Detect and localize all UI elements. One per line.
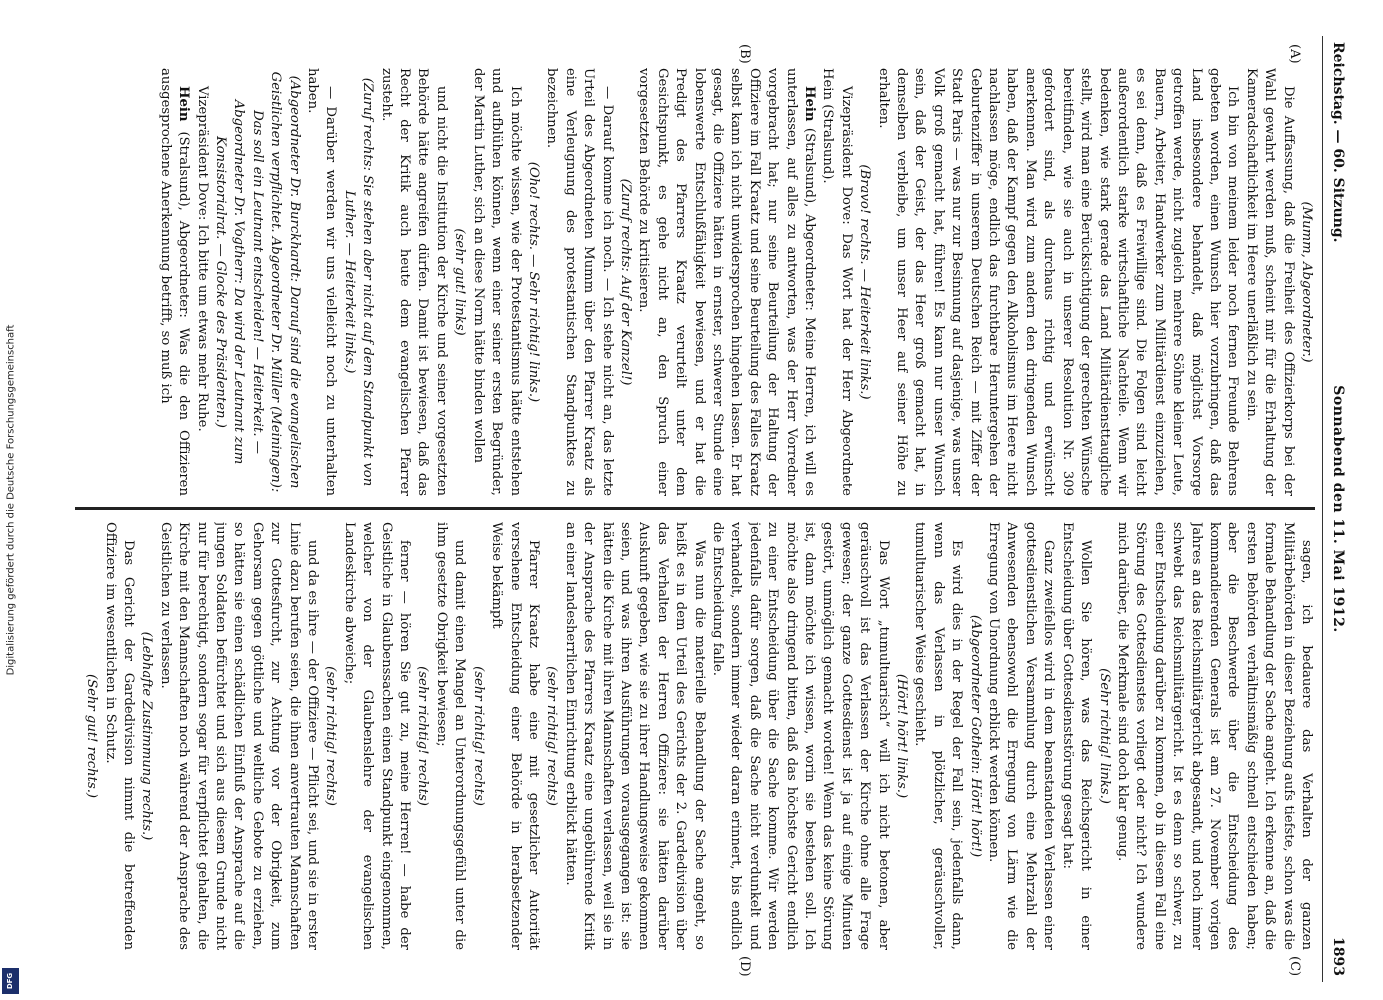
paragraph-text: und damit einen Mangel an Unterordnungsgefühl unter die ihm gesetzte Obrigkeit bewiesen; bbox=[433, 522, 468, 950]
margin-marker-b: (B) bbox=[737, 44, 752, 64]
interjection-note bbox=[339, 68, 376, 496]
text-paragraph bbox=[1241, 68, 1296, 496]
text-paragraph bbox=[487, 522, 542, 950]
paragraph-text: Vizepräsident Dove: Ich bitte um etwas mehr Ruhe. bbox=[194, 86, 210, 432]
paragraph-text: Das Gericht der Gardedivision nimmt die betreffenden Offiziere im wesentlichen in Schutz. bbox=[102, 522, 136, 950]
page-number: 1893 bbox=[1330, 937, 1346, 976]
paragraph-text: — Darauf komme ich noch. — Ich stehe nicht an, das letzte Urteil des Abgeordneten Mumm über den Pfarrer Kraatz als eine Verleugnung des protestantischen Standpunktes zu bezeichnen. bbox=[544, 68, 615, 496]
header-date: Sonnabend den 11. Mai 1912. bbox=[1330, 385, 1346, 633]
paragraph-text: Was nun die materielle Behandlung der Sache angeht, so heißt es in dem Urteil des Gerichts der 2. Gardedivision über das Verhalten der Herren Offiziere: sie hätten darüber Auskunft gegeben, wie sie zu ihrer Handlungsweise gekommen seien, und was ihren Ausführungen vorausgegangen ist: sie hätten die Kirche mit ihren Mannschaften verlassen, weil sie in der Ansprache des Pfarrers Kraatz eine ungebührende Kritik an einer landesherrlichen Einrichtung erblickt hätten. bbox=[562, 522, 707, 950]
page-header bbox=[1322, 36, 1353, 982]
interjection-note bbox=[524, 68, 542, 496]
interjection-note bbox=[450, 68, 468, 496]
funding-notice-text: Digitalisierung gefördert durch die Deutsche Forschungsgemeinschaft bbox=[5, 324, 17, 676]
text-column-left bbox=[75, 68, 1315, 496]
column-divider bbox=[75, 507, 1315, 510]
interjection-note bbox=[413, 522, 431, 950]
interjection-note bbox=[211, 68, 303, 496]
paragraph-text: (sehr richtig! rechts) bbox=[323, 666, 339, 806]
paragraph-text: (Lebhafte Zustimmung rechts.) bbox=[139, 631, 155, 841]
paragraph-text: Ich möchte wissen, wie der Protestantismus hätte entstehen und aufblühen können, wenn einer seiner ersten Begründer, der Martin Luther, sich an diese Norm hätte binden wollen bbox=[470, 68, 523, 496]
document-page bbox=[58, 36, 1353, 982]
interjection-note bbox=[965, 522, 983, 950]
paragraph-text: (Zuruf rechts: Auf der Kanzel!) bbox=[617, 178, 633, 386]
interjection-note bbox=[468, 522, 486, 950]
paragraph-text: (Abgeordneter Gothein: Hört! hört!) bbox=[967, 614, 983, 858]
interjection-note bbox=[892, 522, 910, 950]
paragraph-text: (Oho! rechts. — Sehr richtig! links.) bbox=[525, 161, 541, 403]
text-paragraph bbox=[634, 68, 818, 496]
paragraph-text: Das Wort „tumultuarisch“ will ich nicht betonen, aber geräuschvoll ist das Verlassen der Kirche ohne alle Frage gewesen; der ganze Gottesdienst ist ja auf einige Minuten gestört, unmöglich gemacht worden! Wenn das keine Störung ist, dann möchte ich wissen, worin sie bestehen soll. Ich möchte also dringend bitten, daß das höchste Gericht endlich zu einer Entscheidung über die Sache komme. Wir werden jedenfalls dafür sorgen, daß die Sache nicht verdunkelt und verhandelt, sondern immer wieder daran erinnert, bis endlich die Entscheidung falle. bbox=[710, 522, 891, 950]
text-paragraph bbox=[100, 522, 137, 950]
paragraph-text: (Sehr gut! rechts.) bbox=[84, 673, 100, 799]
text-paragraph bbox=[376, 68, 450, 496]
text-paragraph bbox=[873, 68, 1241, 496]
paragraph-text: (sehr richtig! rechts) bbox=[470, 666, 486, 806]
text-paragraph bbox=[542, 68, 616, 496]
margin-marker-c: (C) bbox=[1287, 956, 1302, 977]
paragraph-text: (Stralsund), Abgeordneter: Meine Herren, ich will es unterlassen, auf alles zu antworten, was der Herr Vorredner vorgebracht hat; nur seine Beurteilung der Haltung der Offiziere im Fall Kraatz und seine Beurteilung des Falles Kraatz selbst kann ich nicht unwidersprochen hingehen lassen. Er hat gesagt, die Offiziere hätten in ernster, schwerer Stunde eine lobenswerte Entschlußfähigkeit bewiesen, und er hat die Predigt des Pfarrers Kraatz verurteilt unter dem Gesichtspunkt, es gehe nicht an, den Spruch einer vorgesetzten Behörde zu kritisieren. bbox=[636, 68, 818, 496]
paragraph-text: sagen, ich bedauere das Verhalten der ganzen Militärbehörden in dieser Beziehung aufs tiefste, schon was die formale Behandlung der Sache angeht. Ich erkenne an, daß die ersten Behörden verhältnismäßig schnell entschieden haben; aber die Beschwerde über die Entscheidung des kommandierenden Generals ist am 27. November vorigen Jahres an das Reichsmilitärgericht abgesandt, und noch immer schwebt das Reichsmilitärgericht. Ist es denn so schwer, zu einer Entscheidung darüber zu kommen, ob in diesem Fall eine Störung des Gottesdienstes vorliegt oder nicht? Ich wundere mich darüber, die Merkmale sind doch klar genug. bbox=[1114, 522, 1314, 950]
margin-marker-d: (D) bbox=[737, 956, 752, 977]
text-paragraph bbox=[560, 522, 707, 950]
text-paragraph bbox=[984, 522, 1058, 950]
interjection-note bbox=[137, 522, 155, 950]
text-paragraph bbox=[303, 68, 340, 496]
interjection-note bbox=[1297, 68, 1315, 496]
paragraph-text: (Stralsund), Abgeordneter: Was die den Offizieren ausgesprochene Anerkennung betrifft, so muß ich bbox=[157, 68, 192, 496]
dfg-logo bbox=[2, 968, 19, 994]
text-paragraph bbox=[468, 68, 523, 496]
paragraph-text: (sehr richtig! rechts) bbox=[415, 666, 431, 806]
header-session: Reichstag. — 60. Sitzung. bbox=[1330, 42, 1346, 243]
text-paragraph bbox=[910, 522, 965, 950]
text-column-right bbox=[75, 522, 1315, 950]
paragraph-text: Pfarrer Kraatz habe eine mit gesetzlicher Autorität versehene Entscheidung einer Behörde in herabsetzender Weise bekämpft bbox=[489, 522, 541, 950]
paragraph-text: ferner — hören Sie gut zu, meine Herren! — habe der Geistliche in Glaubenssachen einen Standpunkt eingenommen, welcher von der Glaubenslehre der evangelischen Landeskirche abweiche; bbox=[341, 522, 413, 950]
text-paragraph bbox=[155, 522, 321, 950]
text-paragraph bbox=[192, 68, 210, 496]
paragraph-text: Wollen Sie hören, was das Reichsgericht in einer Entscheidung über Gottesdienststörung gesagt hat: bbox=[1059, 522, 1094, 950]
speaker-name: Hein bbox=[176, 86, 192, 122]
paragraph-text: — Darüber werden wir uns vielleicht noch zu unterhalten haben. bbox=[305, 68, 339, 496]
paragraph-text: (Bravo! rechts. — Heiterkeit links.) bbox=[857, 164, 873, 400]
interjection-note bbox=[542, 522, 560, 950]
text-paragraph bbox=[339, 522, 413, 950]
text-paragraph bbox=[432, 522, 469, 950]
interjection-note bbox=[1094, 522, 1112, 950]
paragraph-text: Die Auffassung, daß die Freiheit des Offizierkorps bei der Wahl gewahrt werden muß, scheint mir für die Erhaltung der Kameradschaftlichkeit im Heere unerläßlich zu sein. bbox=[1243, 68, 1296, 496]
paragraph-text: Ganz zweifellos wird in dem beanstandeten Verlassen einer gottesdienstlichen Versammlung durch eine Mehrzahl der Anwesenden ebensowohl die Erregung von Lärm wie die Erregung von Unordnung erblickt werden können. bbox=[986, 522, 1057, 950]
text-paragraph bbox=[155, 68, 192, 496]
interjection-note bbox=[82, 522, 100, 950]
paragraph-text: und nicht die Institution der Kirche und seiner vorgesetzten Behörde hätte angreifen dürfen. Damit ist bewiesen, daß das Recht der Kritik auch heute dem evangelischen Pfarrer zusteht. bbox=[378, 68, 449, 496]
paragraph-text: (sehr gut! links) bbox=[452, 228, 468, 336]
paragraph-text: Vizepräsident Dove: Das Wort hat der Herr Abgeordnete Hein (Stralsund). bbox=[820, 68, 854, 496]
dfg-logo-text: DFG bbox=[6, 972, 15, 990]
paragraph-text: (sehr richtig! rechts) bbox=[544, 666, 560, 806]
text-paragraph bbox=[818, 68, 855, 496]
paragraph-text: und da es ihre — der Offiziere — Pflicht sei, und sie in erster Linie dazu berufen seien, die ihnen anvertrauten Mannschaften zur Gottesfurcht, zur Achtung vor der Obrigkeit, zum Gehorsam gegen göttliche und weltliche Gebote zu erziehen, so hätten sie einen schädlichen Einfluß der Ansprache auf die jungen Soldaten befürchtet und sich aus diesem Grunde nicht nur für berechtigt, sondern sogar für verpflichtet gehalten, die Kirche mit den Mannschaften noch während der Ansprache des Geistlichen zu verlassen. bbox=[157, 522, 321, 950]
text-paragraph bbox=[708, 522, 892, 950]
margin-marker-a: (A) bbox=[1287, 44, 1302, 64]
paragraph-text: (Mumm, Abgeordneter.) bbox=[1299, 201, 1314, 363]
paragraph-text: (Zuruf rechts: Sie stehen aber nicht auf dem Standpunkt von Luther. — Heiterkeit links.) bbox=[341, 77, 376, 487]
interjection-note bbox=[855, 68, 873, 496]
paragraph-text: (Sehr richtig! links.) bbox=[1096, 668, 1112, 804]
paragraph-text: (Abgeordneter Dr. Burckhardt: Darauf sind die evangelischen Geistlichen verpflichtet. Abgeordneter Dr. Müller (Meiningen): Das soll ein Leutnant entscheiden! — Heiterkeit. — Abgeordneter Dr. Vogtherr: Da wird der Leutnant zum Konsistorialrat. — Glocke des Präsidenten.) bbox=[213, 71, 302, 493]
funding-notice-strip bbox=[0, 0, 22, 1000]
interjection-note bbox=[321, 522, 339, 950]
paragraph-text: (Hört! hört! links.) bbox=[894, 673, 910, 799]
text-paragraph bbox=[1057, 522, 1094, 950]
paragraph-text: Ich bin von meinem leider noch fernen Freunde Behrens gebeten worden, einen Wunsch hier vorzubringen, daß das Land insbesondere behandelt, daß möglichst Vorsorge getroffen werde, nicht zugleich mehrere Söhne kleiner Leute, Bauern, Arbeiter, Handwerker zum Militärdienst einzuziehen, es sei denn, daß es Freiwillige sind. Die Folgen sind leicht außerordentlich starke wirtschaftliche Nachteile. Wenn wir bedenken, wie stark gerade das Land Militärdiensttaugliche stellt, wird man eine Berücksichtigung der gerechten Wünsche bereitfinden, wie sie auch in unserer Resolution Nr. 309 gefordert sind, als durchaus richtig und erwünscht anerkennen. Man wird zum andern den dringenden Wunsch haben, daß der Kampf gegen den Alkoholismus im Heere nicht nachlassen möge, endlich das furchtbare Heruntergehen der Geburtenziffer in unserem Deutschen Reich — mit Ziffer der Stadt Paris — was nur zur Besinnung auf dasjenige, was unser Volk groß gemacht hat, führen! Es kann nur unser Wunsch sein, daß der Geist, der das Heer groß gemacht hat, in demselben verbleibe, um unser Heer auf seiner Höhe zu erhalten. bbox=[875, 68, 1241, 496]
paragraph-text: Es wird dies in der Regel der Fall sein, jedenfalls dann, wenn das Verlassen in plötzlicher, geräuschvoller, tumultuarischer Weise geschieht. bbox=[912, 522, 965, 950]
speaker-name: Hein bbox=[802, 86, 818, 122]
text-paragraph bbox=[1113, 522, 1315, 950]
interjection-note bbox=[616, 68, 634, 496]
